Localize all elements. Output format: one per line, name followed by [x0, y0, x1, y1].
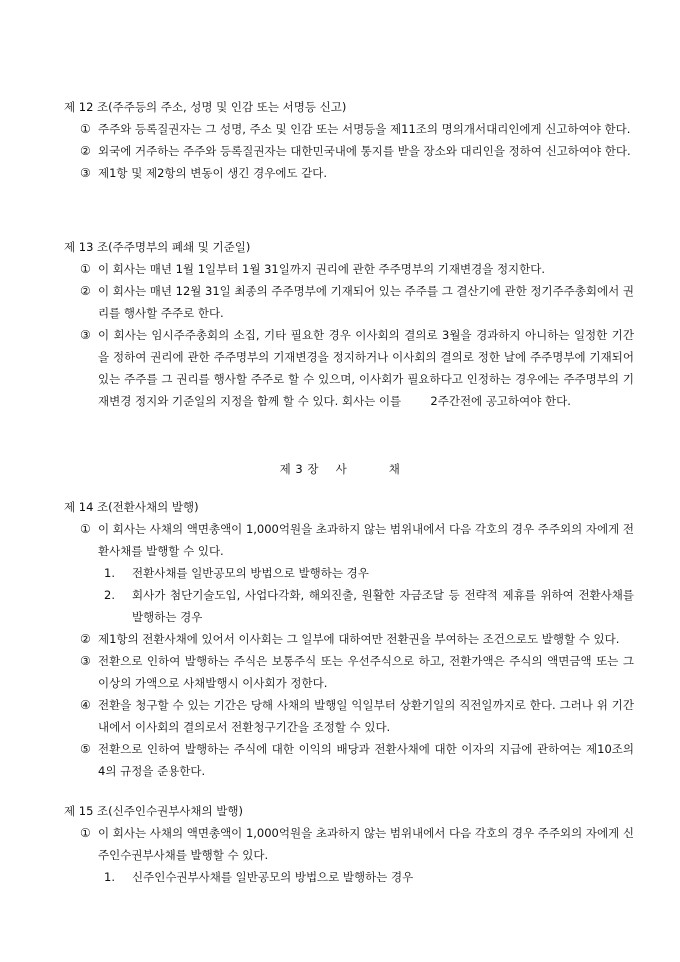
item-number: 2. [104, 588, 115, 602]
paragraph [64, 258, 634, 280]
article-13 [64, 236, 638, 412]
paragraph-text: 전환을 청구할 수 있는 기간은 당해 사채의 발행일 익일부터 상환기일의 직전일까지로 한다. 그러나 위 기간내에서 이사회의 결의로서 전환청구기간을 조정할 수 있다. [98, 698, 634, 734]
paragraph-number: ① [80, 522, 91, 536]
item-number: 1. [104, 566, 115, 580]
item-text: 회사가 첨단기술도입, 사업다각화, 해외진출, 원활한 자금조달 등 전략적 제휴를 위하여 전환사채를 발행하는 경우 [132, 588, 634, 624]
paragraph-text: 제1항 및 제2항의 변동이 생긴 경우에도 같다. [98, 166, 328, 180]
article-14 [64, 496, 634, 782]
paragraph [64, 324, 638, 412]
paragraph-number: ① [80, 826, 91, 840]
paragraph [64, 118, 634, 140]
list-item [64, 562, 634, 584]
item-text: 신주인수권부사채를 일반공모의 방법으로 발행하는 경우 [132, 870, 414, 884]
paragraph [64, 140, 634, 162]
paragraph-number: ③ [80, 654, 91, 668]
paragraph-text: 이 회사는 사채의 액면총액이 1,000억원을 초과하지 않는 범위내에서 다음 각호의 경우 주주외의 자에게 신주인수권부사채를 발행할 수 있다. [98, 826, 634, 862]
paragraph-text: 제1항의 전환사채에 있어서 이사회는 그 일부에 대하여만 전환권을 부여하는 조건으로도 발행할 수 있다. [98, 632, 620, 646]
paragraph [64, 738, 634, 782]
list-item [64, 584, 634, 628]
paragraph-number: ⑤ [80, 742, 91, 756]
article-heading: 제 13 조(주주명부의 폐쇄 및 기준일) [64, 240, 251, 254]
paragraph-number: ① [80, 122, 91, 136]
paragraph-text: 전환으로 인하여 발행하는 주식은 보통주식 또는 우선주식으로 하고, 전환가액은 주식의 액면금액 또는 그 이상의 가액으로 사채발행시 이사회가 정한다. [98, 654, 634, 690]
paragraph-text: 이 회사는 매년 1월 1일부터 1월 31일까지 권리에 관한 주주명부의 기재변경을 정지한다. [98, 262, 546, 276]
article-heading: 제 14 조(전환사채의 발행) [64, 500, 199, 514]
chapter-heading: 제 3 장 사 채 [279, 462, 401, 476]
paragraph-number: ② [80, 284, 91, 298]
article-heading: 제 12 조(주주등의 주소, 성명 및 인감 또는 서명등 신고) [64, 100, 347, 114]
article-12 [64, 96, 634, 184]
article-15 [64, 800, 634, 888]
paragraph-number: ③ [80, 166, 91, 180]
paragraph-text: 이 회사는 임시주주총회의 소집, 기타 필요한 경우 이사회의 결의로 3월을 경과하지 아니하는 일정한 기간을 정하여 권리에 관한 주주명부의 기재변경을 정지하거나 이사회의 결의로 정한 날에 주주명부에 기재되어 있는 주주를 그 권리를 행사할 주주로 할 수 있으며, 이사회가 필요하다고 인정하는 경우에는 주주명부의 기재변경 정지와 기준일의 지정을 함께 할 수 있다. 회사는 이를 2주간전에 공고하여야 한다. [98, 328, 638, 408]
paragraph-number: ① [80, 262, 91, 276]
paragraph [64, 162, 634, 184]
paragraph-number: ③ [80, 328, 91, 342]
article-heading: 제 15 조(신주인수권부사채의 발행) [64, 804, 243, 818]
paragraph [64, 694, 634, 738]
paragraph [64, 280, 634, 324]
paragraph [64, 518, 634, 562]
paragraph-number: ④ [80, 698, 91, 712]
item-text: 전환사채를 일반공모의 방법으로 발행하는 경우 [132, 566, 369, 580]
item-number: 1. [104, 870, 115, 884]
list-item [64, 866, 634, 888]
paragraph-text: 이 회사는 사채의 액면총액이 1,000억원을 초과하지 않는 범위내에서 다음 각호의 경우 주주외의 자에게 전환사채를 발행할 수 있다. [98, 522, 634, 558]
paragraph [64, 822, 634, 866]
paragraph-text: 이 회사는 매년 12월 31일 최종의 주주명부에 기재되어 있는 주주를 그 결산기에 관한 정기주주총회에서 권리를 행사할 주주로 한다. [98, 284, 634, 320]
paragraph-number: ② [80, 144, 91, 158]
paragraph-text: 전환으로 인하여 발행하는 주식에 대한 이익의 배당과 전환사채에 대한 이자의 지급에 관하여는 제10조의 4의 규정을 준용한다. [98, 742, 634, 778]
paragraph-text: 주주와 등록질권자는 그 성명, 주소 및 인감 또는 서명등을 제11조의 명의개서대리인에게 신고하여야 한다. [98, 122, 631, 136]
paragraph-number: ② [80, 632, 91, 646]
paragraph [64, 650, 634, 694]
paragraph [64, 628, 634, 650]
paragraph-text: 외국에 거주하는 주주와 등록질권자는 대한민국내에 통지를 받을 장소와 대리인을 정하여 신고하여야 한다. [98, 144, 631, 158]
